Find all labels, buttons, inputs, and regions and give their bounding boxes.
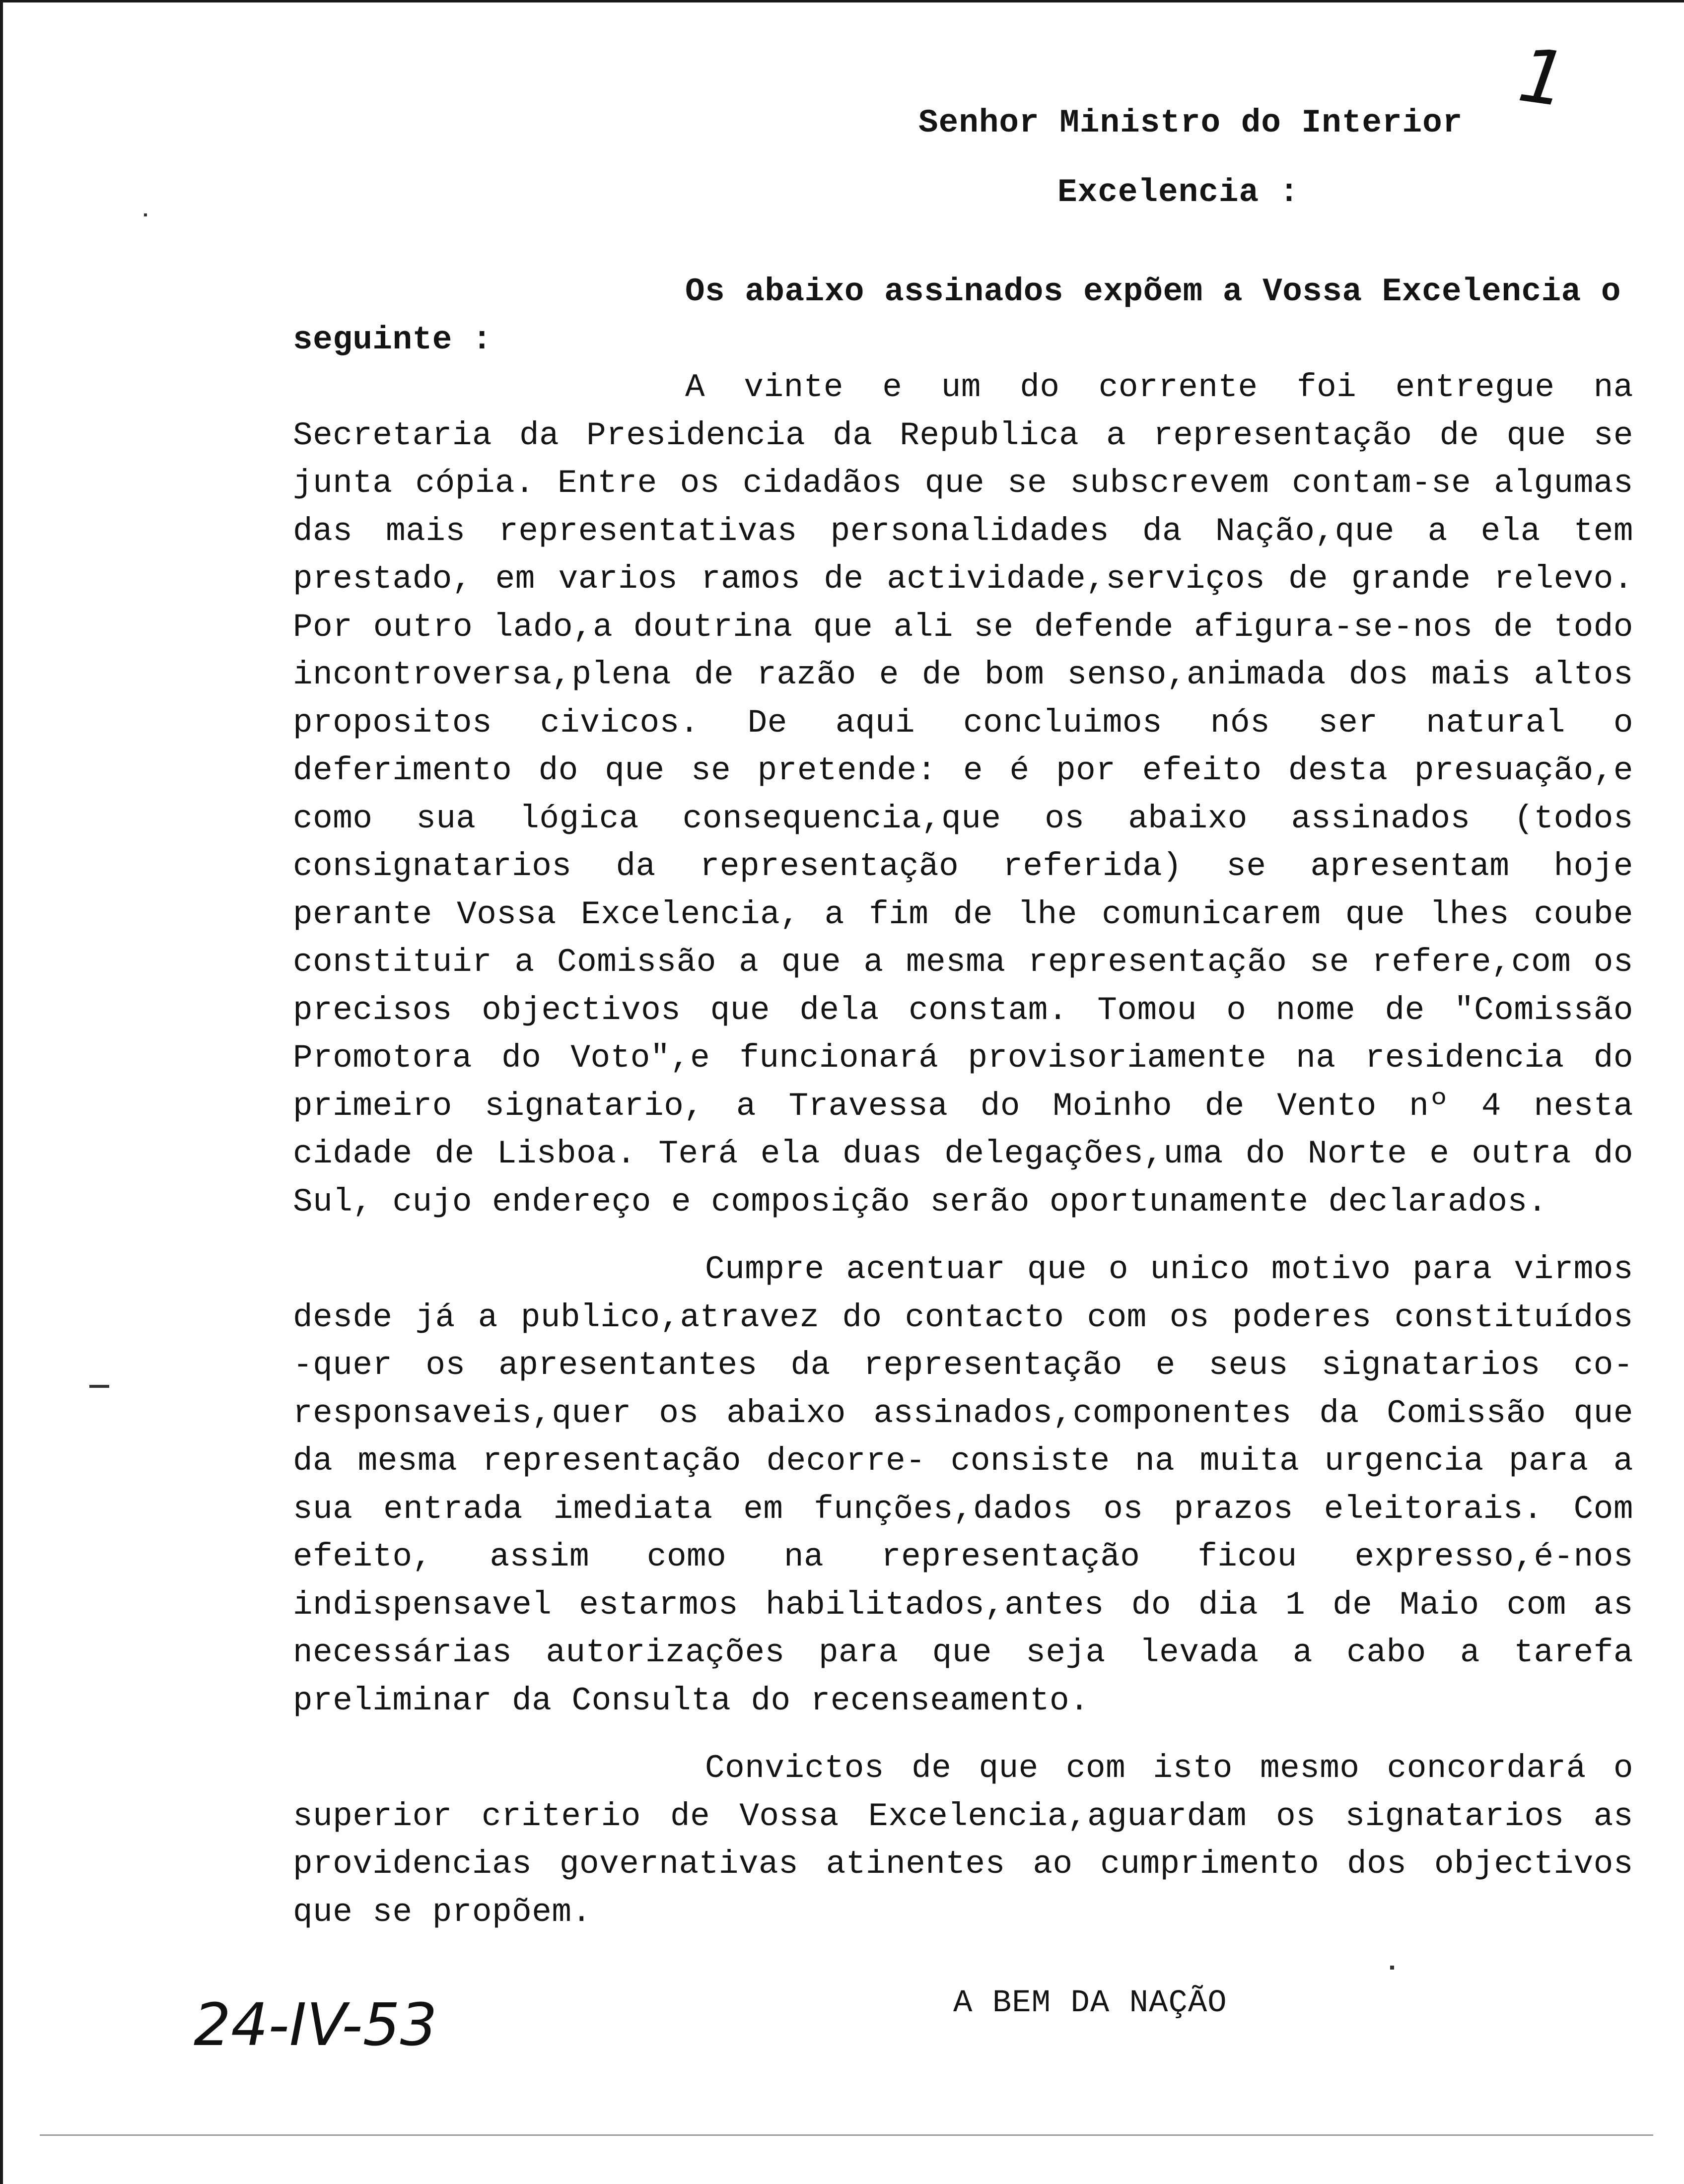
addressee: Senhor Ministro do Interior (918, 104, 1463, 141)
page-edge-top (0, 0, 1684, 2)
paragraph-2: Cumpre acentuar que o unico motivo para virmos desde já a publico,atravez do contacto com os poderes constituídos -quer os apresentantes da representação e seus signatarios co-responsaveis,quer os abaixo assinados,componentes da Comissão que da mesma representação decorre- consiste na muita urgencia para a sua entrada imediata em funções,dados os prazos eleitorais. Com efeito, assim como na representação ficou expresso,é-nos indispensavel estarmos habilitados,antes do dia 1 de Maio com as necessárias autorizações para que seja levada a cabo a tarefa preliminar da Consulta do recenseamento. (293, 1251, 1633, 1719)
closing-formula: A BEM DA NAÇÃO (953, 1985, 1227, 2021)
paragraph-1: A vinte e um do corrente foi entregue na Secretaria da Presidencia da Republica a representação de que se junta cópia. Entre os cidadãos que se subscrevem contam-se algumas das mais representativas personalidades da Nação,que a ela tem prestado, em varios ramos de actividade,serviços de grande relevo. Por outro lado,a doutrina que ali se defende afigura-se-nos de todo incontroversa,plena de razão e de bom senso,animada dos mais altos propositos civicos. De aqui concluimos nós ser natural o deferimento do que se pretende: e é por efeito desta presuação,e como sua lógica consequencia,que os abaixo assinados (todos consignatarios da representação referida) se apresentam hoje perante Vossa Excelencia, a fim de lhe comunicarem que lhes coube constituir a Comissão a que a mesma representação se refere,com os precisos objectivos que dela constam. Tomou o nome de "Comissão Promotora do Voto",e funcionará provisoriamente na residencia do primeiro signatario, a Travessa do Moinho de Vento nº 4 nesta cidade de Lisboa. Terá ela duas delegações,uma do Norte e outra do Sul, cujo endereço e composição serão oportunamente declarados. (293, 369, 1633, 1221)
letter-body (293, 268, 1633, 1936)
page-edge-left (0, 0, 3, 2184)
bottom-divider (40, 2134, 1653, 2136)
paragraph-3: Convictos de que com isto mesmo concordará o superior criterio de Vossa Excelencia,aguardam os signatarios as providencias governativas atinentes ao cumprimento dos objectivos que se propõem. (293, 1750, 1633, 1931)
scan-speck (89, 1385, 109, 1388)
intro-continuation: seguinte : (293, 321, 492, 358)
handwritten-page-number: 1 (1513, 32, 1573, 124)
handwritten-date: 24-IV-53 (194, 1990, 437, 2059)
scan-speck (144, 213, 147, 216)
scan-speck (1390, 1966, 1394, 1970)
intro-line: Os abaixo assinados expõem a Vossa Excelencia o (685, 273, 1621, 310)
salutation: Excelencia : (1057, 174, 1300, 211)
